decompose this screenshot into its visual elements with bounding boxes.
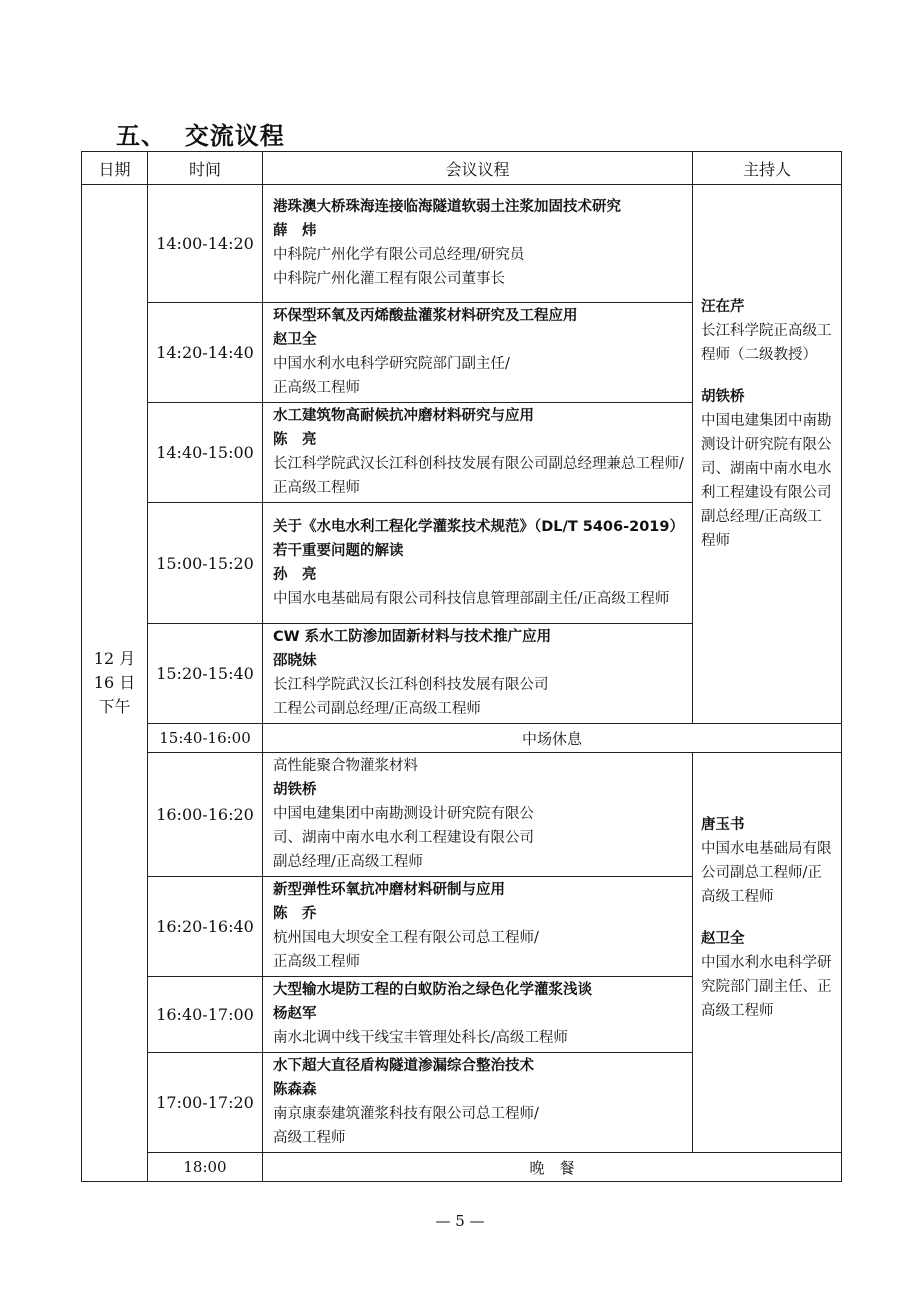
break-row xyxy=(82,724,842,753)
host-affiliation: 中国水电基础局有限公司副总工程师/正高级工程师 xyxy=(701,841,832,905)
section-heading: 五、 交流议程 xyxy=(116,122,285,150)
host-cell xyxy=(693,753,842,1153)
host-affiliation: 中国电建集团中南勘测设计研究院有限公司、湖南中南水电水利工程建设有限公司副总经理/正高级工程师 xyxy=(701,413,832,549)
session-speaker: 杨赵军 xyxy=(273,1006,317,1022)
session-affiliation: 中国水利水电科学研究院部门副主任/ 正高级工程师 xyxy=(273,356,510,396)
host-name: 唐玉书 xyxy=(701,817,745,833)
date-period: 下午 xyxy=(98,697,131,716)
session-speaker: 赵卫全 xyxy=(273,332,317,348)
session-title: 水工建筑物高耐候抗冲磨材料研究与应用 xyxy=(273,408,534,424)
session-speaker: 孙 亮 xyxy=(273,566,317,583)
date-day: 16 日 xyxy=(93,673,136,692)
header-agenda: 会议议程 xyxy=(263,152,693,185)
session-cell xyxy=(263,403,693,503)
session-time: 14:40-15:00 xyxy=(148,403,263,503)
session-affiliation: 中科院广州化学有限公司总经理/研究员 中科院广州化灌工程有限公司董事长 xyxy=(273,247,525,287)
session-cell xyxy=(263,1053,693,1153)
session-speaker: 邵晓妹 xyxy=(273,653,317,669)
header-date: 日期 xyxy=(82,152,148,185)
table-row xyxy=(82,185,842,303)
session-title: 大型输水堤防工程的白蚁防治之绿色化学灌浆浅谈 xyxy=(273,982,592,998)
session-speaker: 陈 亮 xyxy=(273,432,317,448)
session-cell xyxy=(263,303,693,403)
session-cell xyxy=(263,877,693,977)
header-time: 时间 xyxy=(148,152,263,185)
session-affiliation: 中国电建集团中南勘测设计研究院有限公 司、湖南中南水电水利工程建设有限公司 副总经理/正高级工程师 xyxy=(273,806,534,870)
session-time: 14:00-14:20 xyxy=(148,185,263,303)
dinner-row xyxy=(82,1153,842,1182)
session-title: 新型弹性环氧抗冲磨材料研制与应用 xyxy=(273,882,505,898)
session-cell xyxy=(263,753,693,877)
host-name: 汪在芹 xyxy=(701,299,745,315)
session-speaker: 陈森森 xyxy=(273,1082,317,1098)
session-time: 16:00-16:20 xyxy=(148,753,263,877)
session-speaker: 胡铁桥 xyxy=(273,782,317,798)
session-cell xyxy=(263,503,693,624)
session-title: 关于《水电水利工程化学灌浆技术规范》（DL/T 5406-2019）若干重要问题的解读 xyxy=(273,518,684,559)
session-time: 16:20-16:40 xyxy=(148,877,263,977)
session-affiliation: 长江科学院武汉长江科创科技发展有限公司副总经理兼总工程师/正高级工程师 xyxy=(273,456,684,496)
host-cell xyxy=(693,185,842,724)
session-cell xyxy=(263,185,693,303)
session-affiliation: 杭州国电大坝安全工程有限公司总工程师/ 正高级工程师 xyxy=(273,930,539,970)
session-time: 14:20-14:40 xyxy=(148,303,263,403)
host-name: 赵卫全 xyxy=(701,931,745,947)
table-row xyxy=(82,753,842,877)
date-cell xyxy=(82,185,148,1182)
agenda-table xyxy=(81,151,842,1182)
page-number: — 5 — xyxy=(435,1212,485,1230)
host-name: 胡铁桥 xyxy=(701,389,745,405)
break-label: 中场休息 xyxy=(263,724,842,753)
session-title: CW 系水工防渗加固新材料与技术推广应用 xyxy=(273,629,552,645)
host-affiliation: 中国水利水电科学研究院部门副主任、正高级工程师 xyxy=(701,955,832,1019)
dinner-time: 18:00 xyxy=(148,1153,263,1182)
session-title: 高性能聚合物灌浆材料 xyxy=(273,758,418,774)
session-speaker: 陈 乔 xyxy=(273,906,317,922)
session-speaker: 薛 炜 xyxy=(273,223,317,239)
break-time: 15:40-16:00 xyxy=(148,724,263,753)
session-time: 17:00-17:20 xyxy=(148,1053,263,1153)
session-time: 16:40-17:00 xyxy=(148,977,263,1053)
session-cell xyxy=(263,977,693,1053)
session-affiliation: 南水北调中线干线宝丰管理处科长/高级工程师 xyxy=(273,1030,568,1046)
session-affiliation: 中国水电基础局有限公司科技信息管理部副主任/正高级工程师 xyxy=(273,590,670,607)
session-affiliation: 长江科学院武汉长江科创科技发展有限公司 工程公司副总经理/正高级工程师 xyxy=(273,677,549,717)
header-host: 主持人 xyxy=(693,152,842,185)
host-affiliation: 长江科学院正高级工程师（二级教授） xyxy=(701,323,832,363)
header-row xyxy=(82,152,842,185)
session-time: 15:20-15:40 xyxy=(148,624,263,724)
session-title: 港珠澳大桥珠海连接临海隧道软弱土注浆加固技术研究 xyxy=(273,199,621,215)
session-cell xyxy=(263,624,693,724)
session-title: 水下超大直径盾构隧道渗漏综合整治技术 xyxy=(273,1058,534,1074)
dinner-label: 晚 餐 xyxy=(263,1153,842,1182)
session-affiliation: 南京康泰建筑灌浆科技有限公司总工程师/ 高级工程师 xyxy=(273,1106,539,1146)
session-title: 环保型环氧及丙烯酸盐灌浆材料研究及工程应用 xyxy=(273,308,578,324)
date-month: 12 月 xyxy=(93,649,136,668)
session-time: 15:00-15:20 xyxy=(148,503,263,624)
